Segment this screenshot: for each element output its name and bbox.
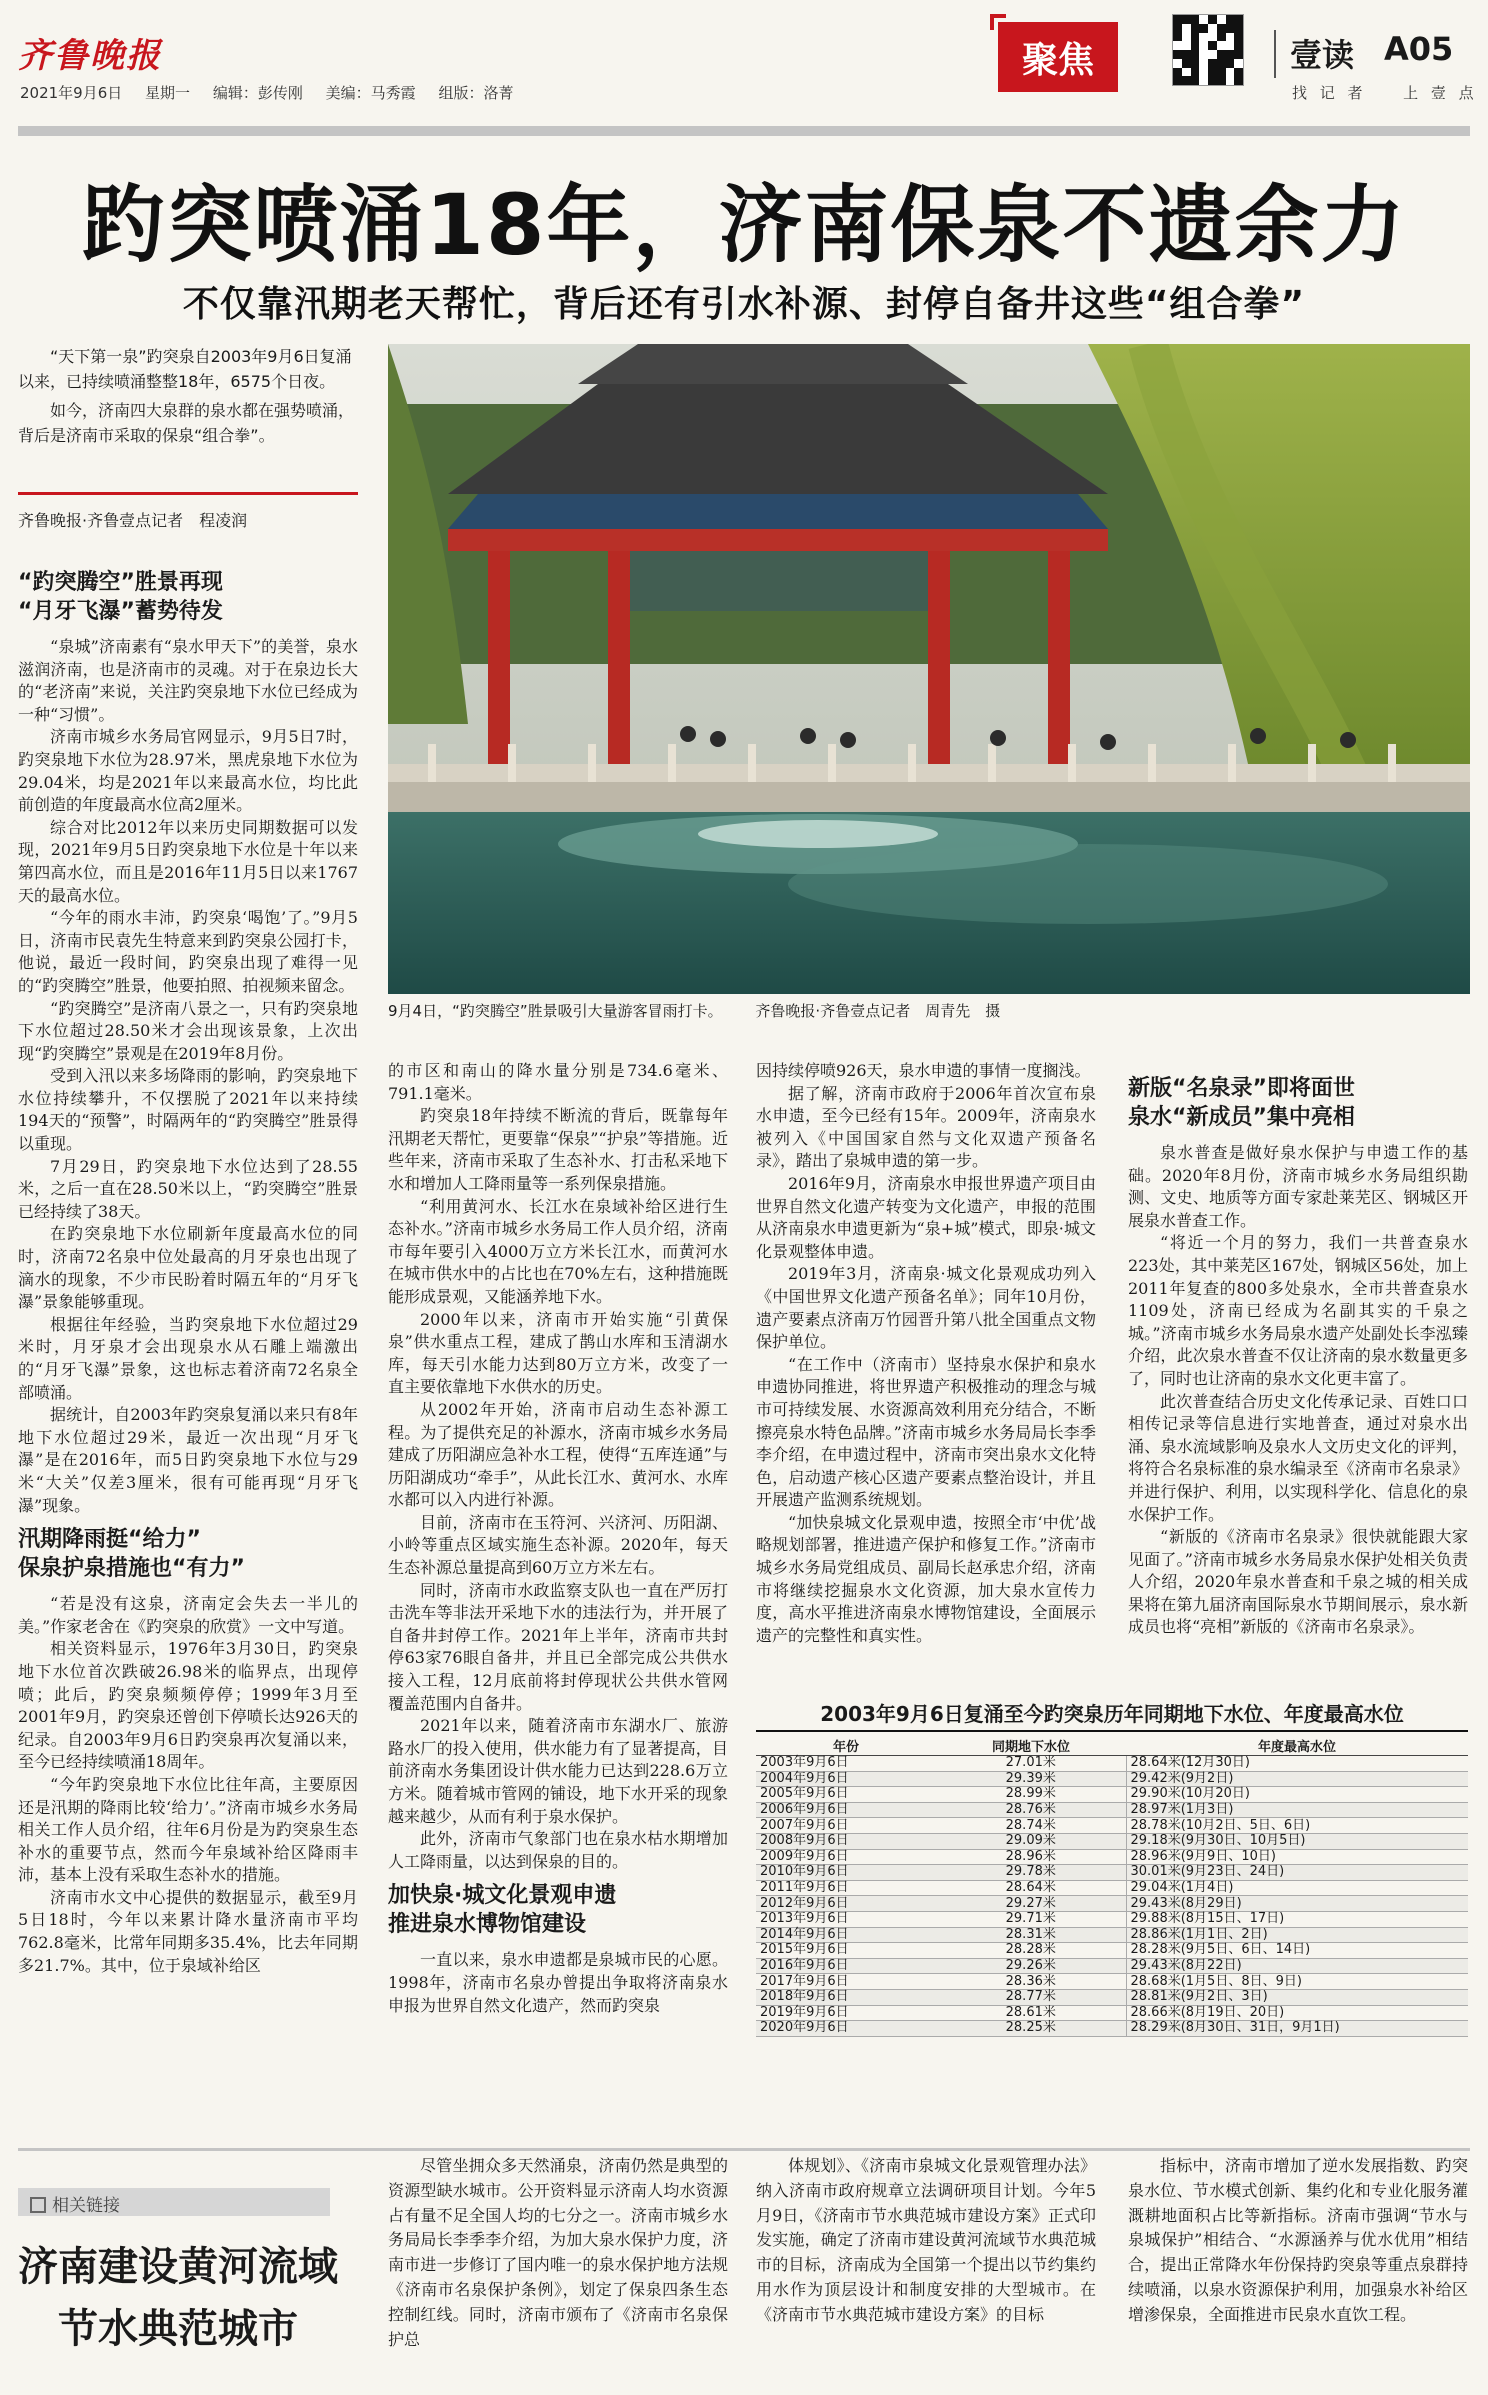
table-row: [756, 1880, 1468, 1896]
issue-editor: 编辑：彭传刚: [212, 84, 303, 102]
table-header: 年度最高水位: [1126, 1736, 1468, 1756]
article-para: “趵突腾空”是济南八景之一，只有趵突泉地下水位超过28.50米才会出现该景象，上次出现“趵突腾空”景观是在2019年8月份。: [18, 998, 358, 1063]
table-cell: 2010年9月6日: [756, 1865, 936, 1881]
table-cell: 2019年9月6日: [756, 2005, 936, 2021]
table-cell: 28.28米: [936, 1943, 1126, 1959]
table-header: 年份: [756, 1736, 936, 1756]
table-row: [756, 1989, 1468, 2005]
table-row: [756, 1756, 1468, 1772]
water-level-table: [756, 1736, 1468, 2037]
news-photo-pavilion: [388, 344, 1470, 994]
article-para: “今年趵突泉地下水位比往年高，主要原因还是汛期的降雨比较‘给力’。”济南市城乡水务局相关工作人员介绍，往年6月份是为趵突泉生态补水的重要节点，然而今年泉域补给区降雨丰沛，基本上没有采取生态补水的措施。: [18, 1774, 358, 1885]
table-row: [756, 1911, 1468, 1927]
section-sub: 找 记 者 上 壹 点: [1292, 84, 1474, 102]
table-cell: 2012年9月6日: [756, 1896, 936, 1912]
table-cell: 28.25米: [936, 2021, 1126, 2037]
table-row: [756, 2005, 1468, 2021]
issue-art: 美编：马秀霞: [325, 84, 416, 102]
table-cell: 28.36米: [936, 1974, 1126, 1990]
table-cell: 29.27米: [936, 1896, 1126, 1912]
article-column-4: [1128, 1074, 1468, 1639]
article-para: 综合对比2012年以来历史同期数据可以发现，2021年9月5日趵突泉地下水位是十年以来第四高水位，而且是2016年11月5日以来1767天的最高水位。: [18, 817, 358, 905]
article-para: “利用黄河水、长江水在泉域补给区进行生态补水。”济南市城乡水务局工作人员介绍，济南市每年要引入4000万立方米长江水，而黄河水在城市供水中的占比也在70%左右，这种措施既能形成景观，又能涵养地下水。: [388, 1196, 728, 1306]
article-para: “若是没有这泉，济南定会失去一半儿的美。”作家老舍在《趵突泉的欣赏》一文中写道。: [18, 1594, 358, 1636]
article-para: 2016年9月，济南泉水申报世界遗产项目由世界自然文化遗产转变为文化遗产，申报的范围从济南泉水申遗更新为“泉+城”模式，即泉·城文化景观整体申遗。: [756, 1173, 1096, 1261]
table-cell: 2015年9月6日: [756, 1943, 936, 1959]
table-row: [756, 1896, 1468, 1912]
article-para: 相关资料显示，1976年3月30日，趵突泉地下水位首次跌破26.98米的临界点，出现停喷；此后，趵突泉频频停停；1999年3月至2001年9月，趵突泉还曾创下停喷长达926天的纪录。自2003年9月6日趵突泉再次复涌以来，至今已经持续喷涌18周年。: [18, 1639, 358, 1772]
table-cell: 2004年9月6日: [756, 1771, 936, 1787]
table-cell: 28.99米: [936, 1787, 1126, 1803]
table-row: [756, 1787, 1468, 1803]
section-focus-badge: 聚焦: [998, 22, 1118, 92]
section-name: 壹读: [1290, 36, 1355, 74]
section-heading: 新版“名泉录”即将面世 泉水“新成员”集中亮相: [1128, 1076, 1355, 1130]
table-cell: 28.64米(12月30日): [1126, 1756, 1468, 1772]
article-para: 据了解，济南市政府于2006年首次宣布泉水申遗，至今已经有15年。2009年，济南泉水被列入《中国国家自然与文化双遗产预备名录》，踏出了泉城申遗的第一步。: [756, 1083, 1096, 1171]
photo-illustration: [388, 344, 1470, 994]
related-title: 济南建设黄河流域 节水典范城市: [18, 2244, 338, 2352]
article-para: 2019年3月，济南泉·城文化景观成功列入《中国世界文化遗产预备名单》；同年10月份，遗产要素点济南万竹园晋升第八批全国重点文物保护单位。: [756, 1264, 1096, 1352]
table-cell: 2003年9月6日: [756, 1756, 936, 1772]
table-cell: 2011年9月6日: [756, 1880, 936, 1896]
table-cell: 2006年9月6日: [756, 1802, 936, 1818]
issue-date: 2021年9月6日: [20, 84, 123, 102]
qr-code-icon[interactable]: [1172, 14, 1244, 86]
issue-weekday: 星期一: [145, 84, 191, 102]
headline: 趵突喷涌18年，济南保泉不遗余力: [81, 176, 1407, 274]
table-cell: 29.42米(9月2日): [1126, 1771, 1468, 1787]
article-para: 因持续停喷926天，泉水申遗的事情一度搁浅。: [756, 1061, 1091, 1080]
table-row: [756, 1865, 1468, 1881]
related-para: 体规划》、《济南市泉城文化景观管理办法》纳入济南市政府规章立法调研项目计划。今年5月9日，《济南市节水典范城市建设方案》正式印发实施，确定了济南市建设黄河流域节水典范城市的目标，济南成为全国第一个提出以节约集约用水作为顶层设计和制度安排的大型城市。在《济南市节水典范城市建设方案》的目标: [756, 2156, 1096, 2324]
related-para: 尽管坐拥众多天然涌泉，济南仍然是典型的资源型缺水城市。公开资料显示济南人均水资源占有量不足全国人均的七分之一。济南市城乡水务局局长李季李介绍，为加大泉水保护力度，济南市进一步修订了国内唯一的泉水保护地方法规《济南市名泉保护条例》，划定了保泉四条生态控制红线。同时，济南市颁布了《济南市名泉保护总: [388, 2156, 728, 2349]
article-column-1: [18, 560, 358, 1977]
article-para: 济南市城乡水务局官网显示，9月5日7时，趵突泉地下水位为28.97米，黑虎泉地下水位为29.04米，均是2021年以来最高水位，均比此前创造的年度最高水位高2厘米。: [18, 727, 358, 815]
article-column-2: [388, 1060, 728, 2017]
table-cell: 2018年9月6日: [756, 1989, 936, 2005]
table-cell: 29.18米(9月30日、10月5日): [1126, 1833, 1468, 1849]
top-rule: [18, 126, 1470, 136]
article-para: 2000年以来，济南市开始实施“引黄保泉”供水重点工程，建成了鹊山水库和玉清湖水库，每天引水能力达到80万立方米，改变了一直主要依靠地下水供水的历史。: [388, 1309, 728, 1397]
table-cell: 30.01米(9月23日、24日): [1126, 1865, 1468, 1881]
table-cell: 28.96米: [936, 1849, 1126, 1865]
article-para: 此外，济南市气象部门也在泉水枯水期增加人工降雨量，以达到保泉的目的。: [388, 1829, 728, 1871]
table-row: [756, 1771, 1468, 1787]
table-row: [756, 1958, 1468, 1974]
article-para: 目前，济南市在玉符河、兴济河、历阳湖、小岭等重点区域实施生态补源。2020年，每天生态补源总量提高到60万立方米左右。: [388, 1512, 728, 1578]
table-row: [756, 1833, 1468, 1849]
table-cell: 28.78米(10月2日、5日、6日): [1126, 1818, 1468, 1834]
table-cell: 29.04米(1月4日): [1126, 1880, 1468, 1896]
table-row: [756, 1974, 1468, 1990]
table-cell: 2020年9月6日: [756, 2021, 936, 2037]
article-para: “新版的《济南市名泉录》很快就能跟大家见面了。”济南市城乡水务局泉水保护处相关负责人介绍，2020年泉水普查和千泉之城的相关成果将在第九届济南国际泉水节期间展示，泉水新成员也将“亮相”新版的《济南市名泉录》。: [1128, 1527, 1468, 1637]
article-para: “泉城”济南素有“泉水甲天下”的美誉，泉水滋润济南，也是济南市的灵魂。对于在泉边长大的“老济南”来说，关注趵突泉地下水位已经成为一种“习惯”。: [18, 637, 358, 724]
caption-text: 9月4日，“趵突腾空”胜景吸引大量游客冒雨打卡。: [388, 1002, 723, 1020]
table-header-row: [756, 1736, 1468, 1756]
table-cell: 28.68米(1月5日、8日、9日): [1126, 1974, 1468, 1990]
table-cell: 28.64米: [936, 1880, 1126, 1896]
article-para: 同时，济南市水政监察支队也一直在严厉打击洗车等非法开采地下水的违法行为，并开展了自备井封停工作。2021年上半年，济南市共封停63家76眼自备井，并且已全部完成公共供水接入工程，12月底前将封停现状公共供水管网覆盖范围内自备井。: [388, 1580, 728, 1713]
section-heading: “趵突腾空”胜景再现 “月牙飞瀑”蓄势待发: [18, 570, 223, 624]
related-tag-label: 相关链接: [52, 2196, 120, 2216]
table-row: [756, 1849, 1468, 1865]
table-cell: 2014年9月6日: [756, 1927, 936, 1943]
table-header: 同期地下水位: [936, 1736, 1126, 1756]
photo-caption: [388, 1000, 1470, 1021]
table-cell: 28.31米: [936, 1927, 1126, 1943]
subheadline: 不仅靠汛期老天帮忙，背后还有引水补源、封停自备井这些“组合拳”: [182, 284, 1306, 325]
table-cell: 28.76米: [936, 1802, 1126, 1818]
table-cell: 29.71米: [936, 1911, 1126, 1927]
lead-para: “天下第一泉”趵突泉自2003年9月6日复涌以来，已持续喷涌整整18年，6575个日夜。: [18, 347, 352, 391]
table-cell: 2017年9月6日: [756, 1974, 936, 1990]
table-cell: 2009年9月6日: [756, 1849, 936, 1865]
table-top-rule: [756, 1730, 1468, 1732]
table-cell: 29.43米(8月29日): [1126, 1896, 1468, 1912]
document-icon: [30, 2197, 46, 2213]
article-para: “今年的雨水丰沛，趵突泉‘喝饱’了。”9月5日，济南市民袁先生特意来到趵突泉公园打卡，他说，最近一段时间，趵突泉出现了难得一见的“趵突腾空”胜景，他要拍照、拍视频来留念。: [18, 908, 358, 995]
table-title: 2003年9月6日复涌至今趵突泉历年同期地下水位、年度最高水位: [820, 1702, 1404, 1726]
table-cell: 2007年9月6日: [756, 1818, 936, 1834]
table-cell: 2016年9月6日: [756, 1958, 936, 1974]
issue-layout: 组版：洛菁: [438, 84, 514, 102]
lead-rule: [18, 492, 358, 495]
article-para: “将近一个月的努力，我们一共普查泉水223处，其中莱芜区167处，钢城区56处，加上2011年复查的800多处泉水，全市共普查泉水1109处，济南已经成为名副其实的千泉之城。”济南市城乡水务局泉水遗产处副处长李泓臻介绍，此次泉水普查不仅让济南的泉水数量更多了，同时也让济南的泉水文化更丰富了。: [1128, 1233, 1468, 1388]
article-para: 据统计，自2003年趵突泉复涌以来只有8年地下水位超过29米，最近一次出现“月牙飞瀑”是在2016年，而5日趵突泉地下水位与29米“大关”仅差3厘米，很有可能再现“月牙飞瀑”现象。: [18, 1405, 358, 1515]
article-para: 济南市水文中心提供的数据显示，截至9月5日18时，今年以来累计降水量济南市平均762.8毫米，比常年同期多35.4%，比去年同期多21.7%。其中，位于泉域补给区: [18, 1887, 358, 1975]
related-para: 指标中，济南市增加了逆水发展指数、趵突泉水位、节水模式创新、集约化和专业化服务灌溉耕地面积占比等新指标。济南市强调“节水与泉城保护”相结合、“水源涵养与优水优用”相结合，提出正常降水年份保持趵突泉等重点泉群持续喷涌，以泉水资源保护利用，加强泉水补给区增渗保泉，全面推进市民泉水直饮工程。: [1128, 2156, 1468, 2324]
table-cell: 28.96米(9月9日、10日): [1126, 1849, 1468, 1865]
article-para: 受到入汛以来多场降雨的影响，趵突泉地下水位持续攀升，不仅摆脱了2021年以来持续194天的“预警”，时隔两年的“趵突腾空”胜景得以重现。: [18, 1066, 358, 1154]
article-para: 在趵突泉地下水位刷新年度最高水位的同时，济南72名泉中位处最高的月牙泉也出现了滴水的现象，不少市民盼着时隔五年的“月牙飞瀑”景象能够重现。: [18, 1224, 358, 1312]
table-cell: 28.81米(9月2日、3日): [1126, 1989, 1468, 2005]
article-para: 泉水普查是做好泉水保护与申遗工作的基础。2020年8月份，济南市城乡水务局组织勘测、文史、地质等方面专家赴莱芜区、钢城区开展泉水普查工作。: [1128, 1143, 1468, 1230]
table-cell: 29.43米(8月22日): [1126, 1958, 1468, 1974]
table-cell: 29.78米: [936, 1865, 1126, 1881]
table-cell: 28.29米(8月30日、31日，9月1日): [1126, 2021, 1468, 2037]
related-column-2: [756, 2154, 1096, 2328]
article-para: 从2002年开始，济南市启动生态补源工程。为了提供充足的补源水，济南市城乡水务局建成了历阳湖应急补水工程，使得“五库连通”与历阳湖成功“牵手”，从此长江水、黄河水、水库水都可以入内进行补源。: [388, 1399, 728, 1510]
table-cell: 27.01米: [936, 1756, 1126, 1772]
table-cell: 29.26米: [936, 1958, 1126, 1974]
lead-summary: [18, 344, 358, 452]
page-number: A05: [1384, 30, 1454, 68]
article-para: 一直以来，泉水申遗都是泉城市民的心愿。1998年，济南市名泉办曾提出争取将济南泉水申报为世界自然文化遗产，然而趵突泉: [388, 1950, 728, 2015]
table-row: [756, 2021, 1468, 2037]
table-cell: 29.09米: [936, 1833, 1126, 1849]
table-cell: 29.90米(10月20日): [1126, 1787, 1468, 1803]
lead-para: 如今，济南四大泉群的泉水都在强势喷涌，背后是济南市采取的保泉“组合拳”。: [18, 401, 355, 445]
article-para: “加快泉城文化景观申遗，按照全市‘中优’战略规划部署，推进遗产保护和修复工作。”济南市城乡水务局党组成员、副局长赵承忠介绍，济南市将继续挖掘泉水文化资源，加大泉水宣传力度，高水平推进济南泉水博物馆建设，全面展示遗产的完整性和真实性。: [756, 1512, 1096, 1645]
issue-meta: [20, 82, 531, 103]
table-cell: 28.77米: [936, 1989, 1126, 2005]
bottom-rule: [18, 2148, 1470, 2151]
table-cell: 2005年9月6日: [756, 1787, 936, 1803]
table-cell: 29.39米: [936, 1771, 1126, 1787]
related-column-1: [388, 2154, 728, 2352]
table-cell: 28.74米: [936, 1818, 1126, 1834]
table-cell: 28.66米(8月19日、20日): [1126, 2005, 1468, 2021]
article-column-3: [756, 1060, 1096, 1647]
table-cell: 2008年9月6日: [756, 1833, 936, 1849]
article-para: 7月29日，趵突泉地下水位达到了28.55米，之后一直在28.50米以上，“趵突腾空”胜景已经持续了38天。: [18, 1156, 358, 1221]
article-para: 此次普查结合历史文化传承记录、百姓口口相传记录等信息进行实地普查，通过对泉水出涌、泉水流域影响及泉水人文历史文化的评判，将符合名泉标准的泉水编录至《济南市名泉录》并进行保护、利用，以实现科学化、信息化的泉水保护工作。: [1128, 1391, 1468, 1524]
caption-credit: 齐鲁晚报·齐鲁壹点记者 周青先 摄: [755, 1002, 1001, 1020]
table-row: [756, 1802, 1468, 1818]
byline: 齐鲁晚报·齐鲁壹点记者 程凌润: [18, 511, 248, 530]
table-row: [756, 1927, 1468, 1943]
article-para: 趵突泉18年持续不断流的背后，既靠每年汛期老天帮忙，更要靠“保泉”“护泉”等措施。近些年来，济南市采取了生态补水、打击私采地下水和增加人工降雨量等一系列保泉措施。: [388, 1106, 728, 1193]
table-cell: 28.97米(1月3日): [1126, 1802, 1468, 1818]
table-cell: 29.88米(8月15日、17日): [1126, 1911, 1468, 1927]
article-para: 根据往年经验，当趵突泉地下水位超过29米时，月牙泉才会出现泉水从石雕上端激出的“月牙飞瀑”景象，这也标志着济南72名泉全部喷涌。: [18, 1314, 358, 1402]
article-para: 2021年以来，随着济南市东湖水厂、旅游路水厂的投入使用，供水能力有了显著提高，目前济南水务集团设计供水能力已达到228.6万立方米。随着城市管网的铺设，地下水开采的现象越来越少，从而有利于泉水保护。: [388, 1716, 728, 1826]
section-heading: 汛期降雨挺“给力” 保泉护泉措施也“有力”: [18, 1527, 245, 1582]
table-cell: 28.28米(9月5日、6日、14日): [1126, 1943, 1468, 1959]
header-divider: [1274, 30, 1276, 78]
related-link-tag: [18, 2188, 330, 2216]
table-row: [756, 1818, 1468, 1834]
article-para: “在工作中（济南市）坚持泉水保护和泉水申遗协同推进，将世界遗产积极推动的理念与城市可持续发展、水资源高效利用充分结合，不断擦亮泉水特色品牌。”济南市城乡水务局局长李季李介绍，在申遗过程中，济南市突出泉水文化特色，启动遗产核心区遗产要素点整治设计，并且开展遗产监测系统规划。: [756, 1354, 1096, 1510]
table-cell: 28.61米: [936, 2005, 1126, 2021]
article-para: 的市区和南山的降水量分别是734.6毫米、791.1毫米。: [388, 1061, 728, 1103]
section-heading: 加快泉·城文化景观申遗 推进泉水博物馆建设: [388, 1883, 617, 1938]
masthead-logo: 齐鲁晚报: [18, 36, 162, 76]
table-row: [756, 1943, 1468, 1959]
related-column-3: [1128, 2154, 1468, 2328]
table-cell: 28.86米(1月1日、2日): [1126, 1927, 1468, 1943]
table-cell: 2013年9月6日: [756, 1911, 936, 1927]
